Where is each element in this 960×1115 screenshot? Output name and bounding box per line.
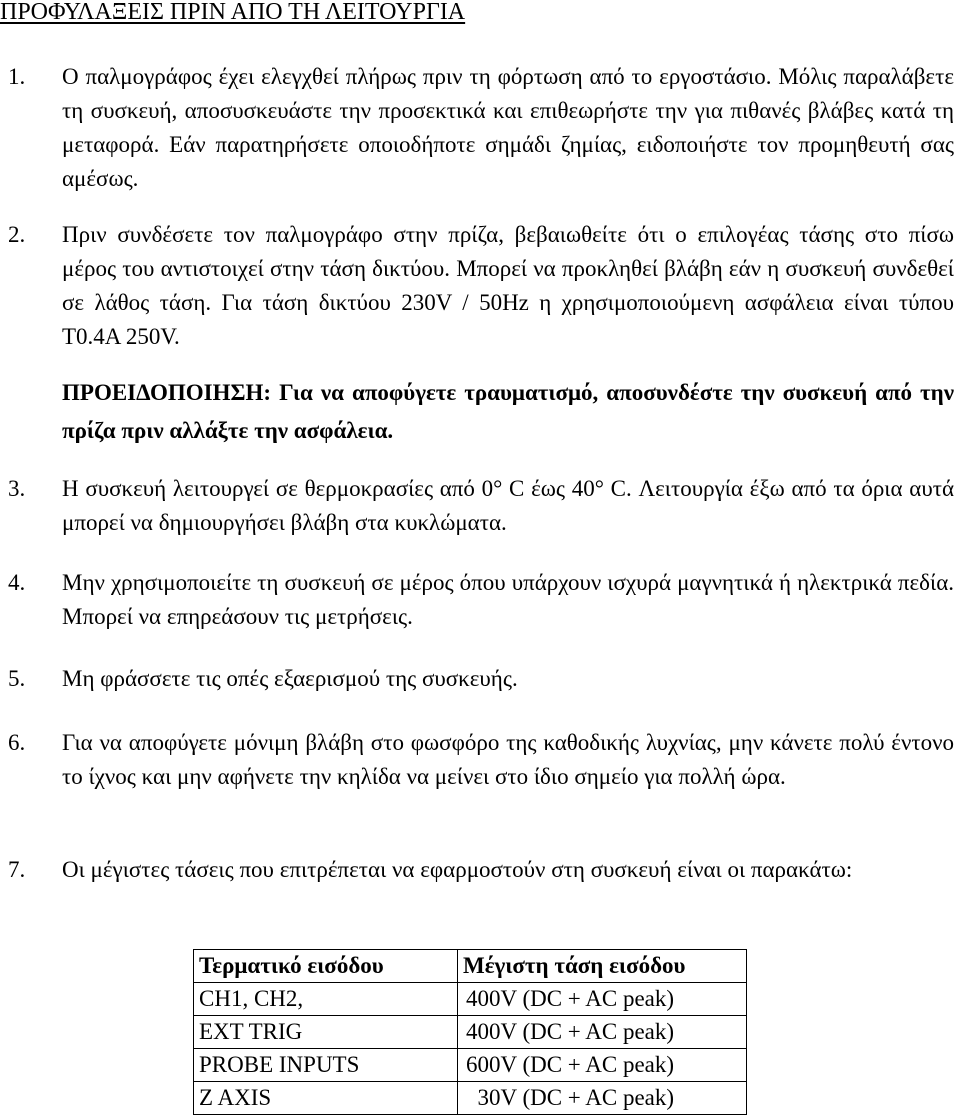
table-cell: 600V (DC + AC peak) [458,1049,747,1082]
table-row [194,1049,747,1082]
list-item [8,472,954,540]
item-number: 6. [8,730,26,755]
table-row [194,1082,747,1115]
item-number: 1. [8,64,26,89]
table-row [194,1016,747,1049]
item-number: 2. [8,222,26,247]
table-cell: 400V (DC + AC peak) [458,983,747,1016]
list-item [8,218,954,354]
table-header-row [194,950,747,983]
item-text: Μην χρησιμοποιείτε τη συσκευή σε μέρος όπου υπάρχουν ισχυρά μαγνητικά ή ηλεκτρικά πεδία. Μπορεί να επηρεάσουν τις μετρήσεις. [62,570,954,629]
item-text: Πριν συνδέσετε τον παλμογράφο στην πρίζα, βεβαιωθείτε ότι ο επιλογέας τάσης στο πίσω μέρος του αντιστοιχεί στην τάση δικτύου. Μπορεί να προκληθεί βλάβη εάν η συσκευή συνδεθεί σε λάθος τάση. Για τάση δικτύου 230V / 50Hz η χρησιμοποιούμενη ασφάλεια είναι τύπου T0.4A 250V. [62,222,954,349]
list-item [8,726,954,794]
table-cell: CH1, CH2, [194,983,458,1016]
table-cell: Z AXIS [194,1082,458,1115]
table-cell: EXT TRIG [194,1016,458,1049]
table-cell: 30V (DC + AC peak) [458,1082,747,1115]
table-header: Τερματικό εισόδου [194,950,458,983]
list-item [8,853,954,887]
list-item [8,566,954,634]
item-text: Η συσκευή λειτουργεί σε θερμοκρασίες από 0° C έως 40° C. Λειτουργία έξω από τα όρια αυτά μπορεί να δημιουργήσει βλάβη στα κυκλώματα. [62,476,954,535]
item-text: Για να αποφύγετε μόνιμη βλάβη στο φωσφόρο της καθοδικής λυχνίας, μην κάνετε πολύ έντονο το ίχνος και μην αφήνετε την κηλίδα να μείνει στο ίδιο σημείο για πολλή ώρα. [62,730,954,789]
item-text: Οι μέγιστες τάσεις που επιτρέπεται να εφαρμοστούν στη συσκευή είναι οι παρακάτω: [62,857,853,882]
table-row [194,983,747,1016]
item-number: 4. [8,570,26,595]
table-cell: PROBE INPUTS [194,1049,458,1082]
item-text: Ο παλμογράφος έχει ελεγχθεί πλήρως πριν τη φόρτωση από το εργοστάσιο. Μόλις παραλάβετε τη συσκευή, αποσυσκευάστε την προσεκτικά και επιθεωρήστε την για πιθανές βλάβες κατά τη μεταφορά. Εάν παρατηρήσετε οποιοδήποτε σημάδι ζημίας, ειδοποιήστε τον προμηθευτή σας αμέσως. [62,64,954,191]
page-title: ΠΡΟΦΥΛΑΞΕΙΣ ΠΡΙΝ ΑΠΟ ΤΗ ΛΕΙΤΟΥΡΓΙΑ [0,0,466,25]
table-header: Μέγιστη τάση εισόδου [458,950,747,983]
warning-note: ΠΡΟΕΙΔΟΠΟΙΗΣΗ: Για να αποφύγετε τραυματισμό, αποσυνδέστε την συσκευή από την πρίζα πριν αλλάξτε την ασφάλεια. [62,380,954,443]
list-item [8,662,954,696]
item-text: Μη φράσσετε τις οπές εξαερισμού της συσκευής. [62,666,518,691]
list-item [8,60,954,196]
item-number: 7. [8,857,26,882]
table-cell: 400V (DC + AC peak) [458,1016,747,1049]
voltage-limits-table [193,949,747,1115]
item-number: 5. [8,666,26,691]
item-number: 3. [8,476,26,501]
